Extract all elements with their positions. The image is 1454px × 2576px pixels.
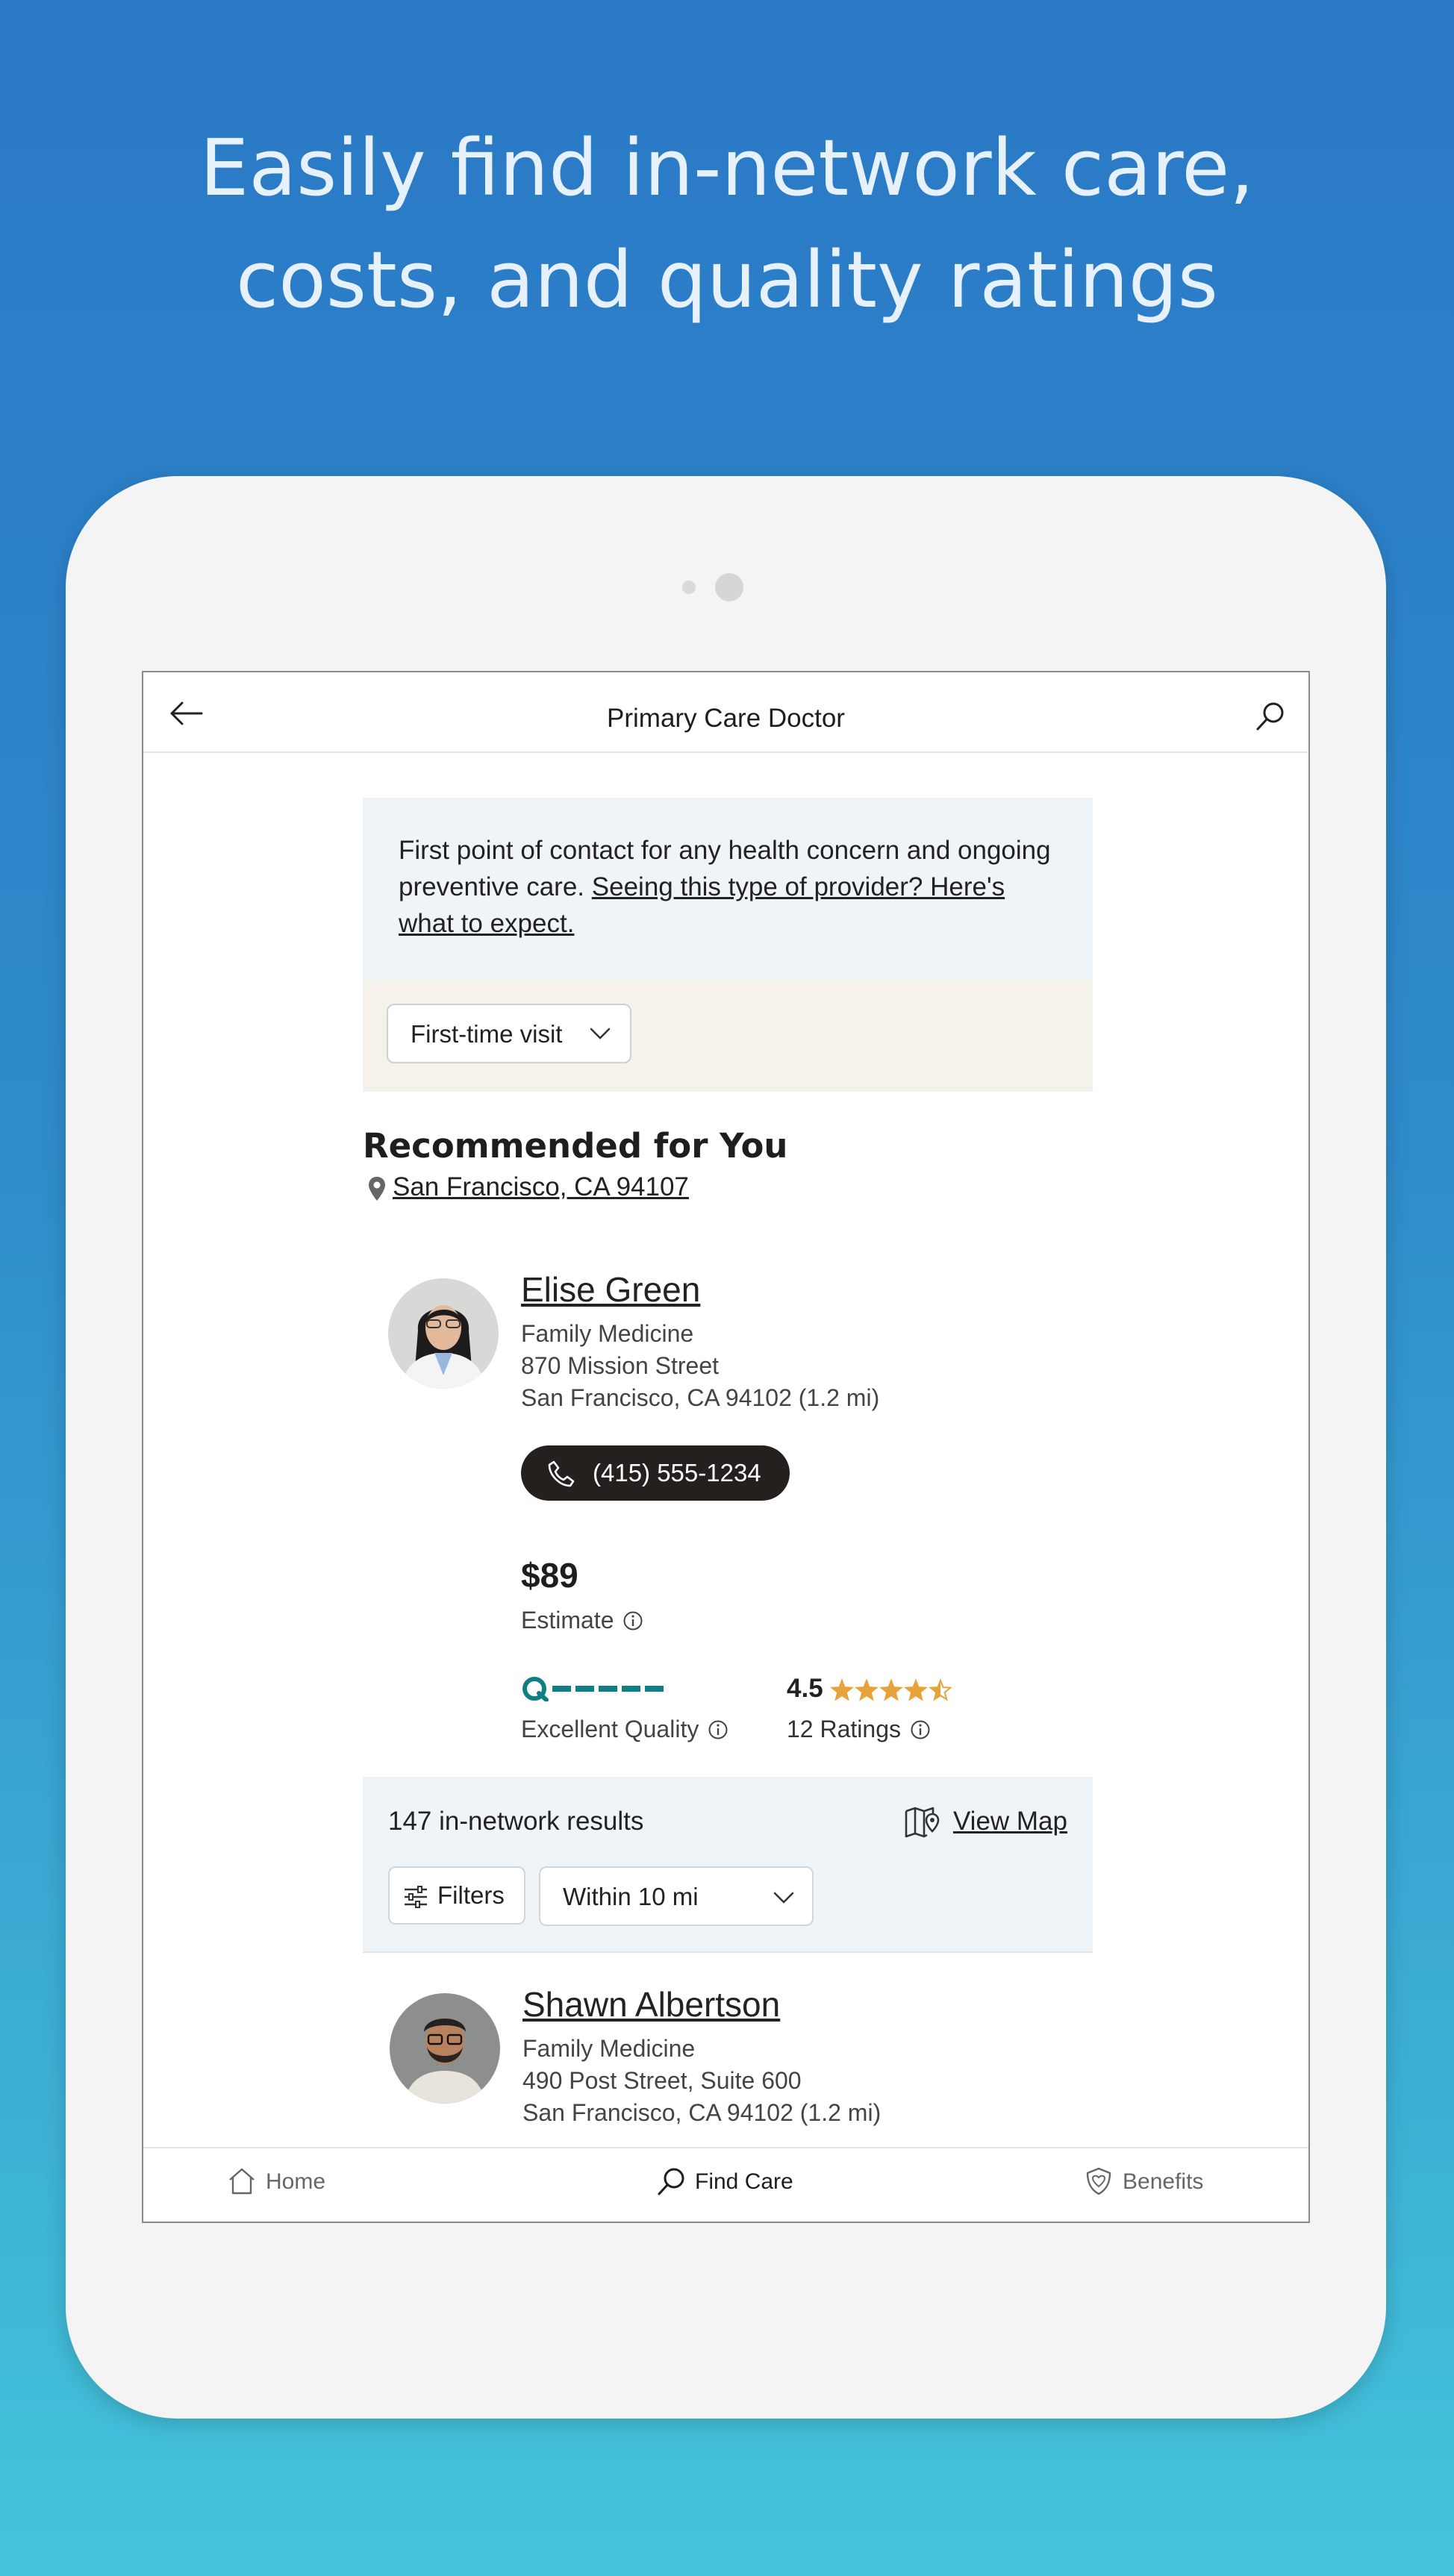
view-map-text: View Map <box>952 1807 1067 1836</box>
view-map-link[interactable] <box>953 1807 1067 1836</box>
headline-line-2: costs, and quality ratings <box>236 234 1218 325</box>
quality-rating-icon <box>521 1676 670 1701</box>
provider-address-line1: 870 Mission Street <box>521 1352 720 1379</box>
provider-address-line2: San Francisco, CA 94102 (1.2 mi) <box>521 1384 880 1411</box>
location-link[interactable]: San Francisco, CA 94107 <box>393 1172 689 1201</box>
marketing-headline <box>0 112 1454 336</box>
star-icon <box>882 1681 902 1699</box>
results-count: 147 in-network results <box>388 1807 644 1836</box>
nav-home-label: Home <box>266 2169 326 2194</box>
avatar[interactable] <box>390 1993 500 2104</box>
visit-type-value: First-time visit <box>411 1020 563 1048</box>
sliders-icon <box>403 1886 428 1908</box>
chevron-down-icon <box>773 1890 794 1905</box>
bottom-navigation <box>143 2147 1308 2222</box>
distance-value: Within 10 mi <box>563 1883 699 1910</box>
rating-value: 4.5 <box>787 1674 823 1703</box>
avatar[interactable] <box>388 1278 499 1389</box>
provider-address-line2: San Francisco, CA 94102 (1.2 mi) <box>522 2099 882 2126</box>
provider-name-link[interactable]: Elise Green <box>521 1270 701 1309</box>
info-icon[interactable] <box>910 1719 931 1740</box>
star-icon <box>857 1681 877 1699</box>
star-rating <box>830 1678 964 1704</box>
chevron-down-icon <box>590 1026 611 1041</box>
nav-find-care-label: Find Care <box>695 2169 793 2194</box>
filters-label: Filters <box>437 1881 505 1909</box>
shield-heart-icon <box>1084 2166 1114 2196</box>
info-icon[interactable] <box>623 1610 643 1631</box>
provider-photo-shawn-albertson <box>390 1993 500 2104</box>
visit-type-select[interactable] <box>387 1004 631 1063</box>
provider-specialty: Family Medicine <box>521 1320 694 1347</box>
page-title: Primary Care Doctor <box>607 704 845 733</box>
cost-estimate-label <box>521 1607 643 1634</box>
visit-filter-band <box>363 980 1093 1092</box>
provider-address-line1: 490 Post Street, Suite 600 <box>522 2067 802 2094</box>
nav-benefits-label: Benefits <box>1123 2169 1204 2194</box>
provider-photo-elise-green <box>388 1278 499 1389</box>
filters-button[interactable] <box>388 1866 525 1925</box>
star-icon <box>906 1681 926 1699</box>
quality-label-text: Excellent Quality <box>521 1716 699 1742</box>
star-icon <box>931 1681 951 1699</box>
main-content <box>363 798 1093 1092</box>
cost-estimate-value: $89 <box>521 1556 578 1595</box>
provider-name-link[interactable]: Shawn Albertson <box>522 1985 781 2024</box>
map-icon <box>904 1805 941 1839</box>
phone-icon <box>546 1459 576 1489</box>
search-icon[interactable] <box>1255 701 1286 732</box>
quality-bar <box>599 1686 617 1692</box>
distance-select[interactable] <box>539 1866 814 1926</box>
estimate-label-text: Estimate <box>521 1607 614 1634</box>
quality-bar <box>552 1686 571 1692</box>
recommended-heading: Recommended for You <box>363 1126 788 1166</box>
headline-line-1: Easily find in-network care, <box>199 122 1255 213</box>
tablet-camera <box>715 573 743 601</box>
quality-label <box>521 1716 728 1743</box>
results-toolbar <box>363 1777 1093 1953</box>
ratings-count-text: 12 Ratings <box>787 1716 901 1742</box>
search-icon <box>656 2166 686 2196</box>
provider-specialty: Family Medicine <box>522 2035 696 2062</box>
quality-bar <box>622 1686 640 1692</box>
phone-number: (415) 555-1234 <box>593 1459 761 1486</box>
star-icon <box>832 1681 852 1699</box>
quality-bar <box>645 1686 664 1692</box>
location-pin-icon <box>367 1175 387 1202</box>
top-bar <box>143 672 1308 753</box>
expectations-link[interactable]: Seeing this type of provider? Here's what to expect. <box>399 872 1005 938</box>
info-icon[interactable] <box>708 1719 728 1740</box>
app-screen <box>142 671 1310 2223</box>
call-button[interactable] <box>521 1445 790 1501</box>
ratings-count <box>787 1716 931 1743</box>
tablet-sensor <box>682 581 696 594</box>
info-text: First point of contact for any health concern and ongoing preventive care. <box>399 836 1051 901</box>
home-icon <box>227 2166 257 2196</box>
provider-type-info <box>363 798 1093 980</box>
quality-bar <box>575 1686 594 1692</box>
